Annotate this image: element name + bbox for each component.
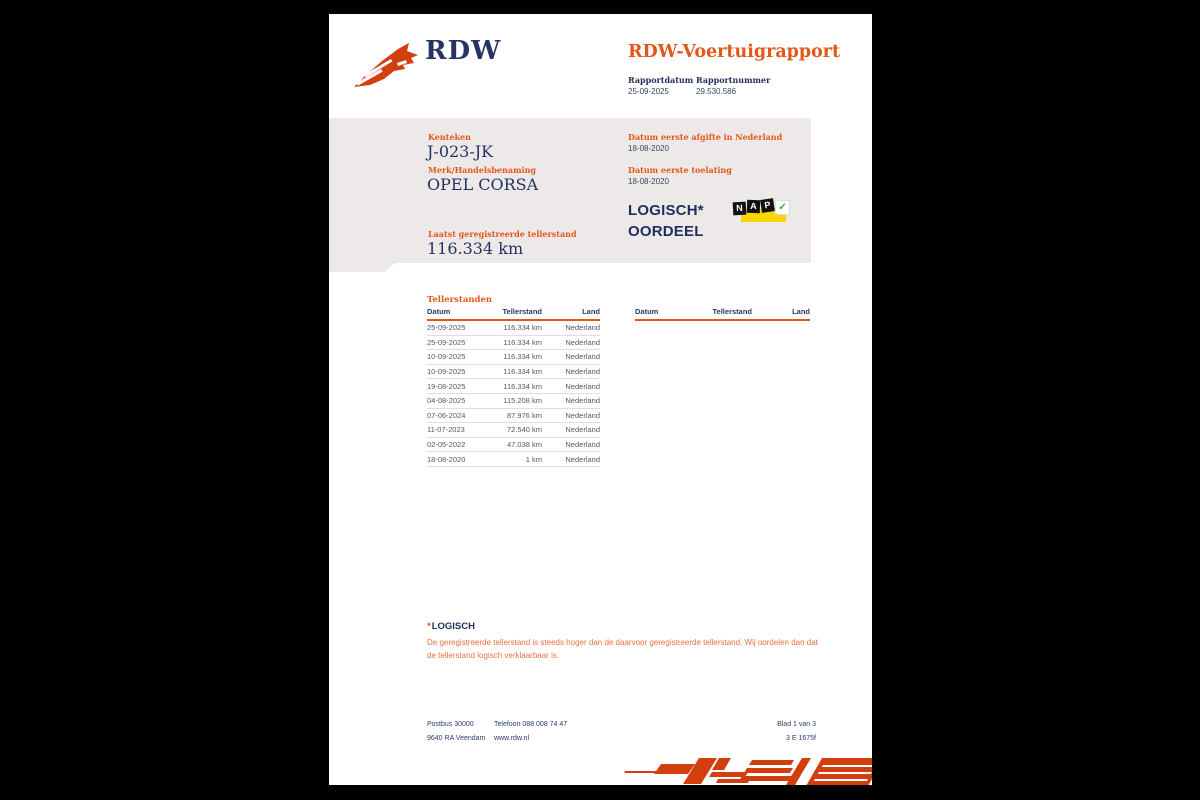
tellerstanden-title: Tellerstanden (427, 295, 493, 305)
report-number-value: 29.530.586 (696, 87, 737, 96)
footer-postbus: Postbus 30000 (427, 721, 474, 728)
oordeel-text (628, 200, 704, 242)
footer-address (427, 718, 485, 746)
nap-logo (733, 198, 789, 226)
nap-letter-a: A (747, 200, 760, 213)
merk-label: Merk/Handelsbenaming (428, 165, 537, 175)
tellerstanden-rows (427, 321, 600, 467)
eerste-toelating-label: Datum eerste toelating (628, 165, 732, 175)
document-page (329, 14, 872, 785)
table-cell: 115.208 km (503, 396, 542, 406)
oordeel-line2: OORDEEL (628, 223, 704, 240)
rdw-speed-stripes-decoration (624, 758, 872, 785)
laatste-tellerstand-label: Laatst geregistreerde tellerstand (428, 229, 577, 239)
table-row (427, 350, 600, 365)
tellerstanden-table-2 (635, 307, 810, 321)
footer-phone: Telefoon 088 008 74 47 (494, 721, 568, 728)
footer-page-indicator: Blad 1 van 3 (777, 721, 816, 728)
column-header-tellerstand: Tellerstand (502, 307, 542, 316)
footer-plaats: 9640 RA Veendam (427, 735, 486, 742)
table-row (427, 379, 600, 394)
table-header-row-2 (635, 307, 810, 321)
table-row (427, 452, 600, 467)
table-cell: Nederland (565, 454, 600, 464)
table-cell: 19-08-2025 (427, 381, 466, 391)
report-date-label: Rapportdatum (628, 75, 694, 85)
column-header-tellerstand-2: Tellerstand (712, 307, 752, 316)
table-cell: 25-09-2025 (427, 337, 466, 347)
page-title: RDW-Voertuigrapport (628, 42, 841, 62)
table-cell: 10-09-2025 (427, 367, 466, 377)
table-cell: 116.334 km (503, 323, 542, 333)
footnote-title (427, 621, 475, 632)
table-cell: 07-06-2024 (427, 410, 466, 420)
tellerstanden-table (427, 307, 600, 467)
kenteken-label: Kenteken (428, 132, 471, 142)
table-row (427, 394, 600, 409)
table-row (427, 423, 600, 438)
table-cell: Nederland (565, 396, 600, 406)
footnote-asterisk: * (427, 621, 431, 632)
table-row (427, 336, 600, 351)
nap-letter-p: P (760, 198, 775, 213)
table-cell: 25-09-2025 (427, 323, 466, 333)
table-header-row (427, 307, 600, 321)
column-header-land-2: Land (792, 307, 810, 316)
column-header-datum-2: Datum (635, 307, 659, 316)
table-cell: 18-08-2020 (427, 454, 466, 464)
table-cell: 10-09-2025 (427, 352, 466, 362)
eerste-afgifte-value: 18-08-2020 (628, 144, 669, 153)
table-cell: 116.334 km (503, 367, 542, 377)
footer-website-link[interactable]: www.rdw.nl (494, 735, 530, 742)
table-row (427, 321, 600, 336)
kenteken-value: J-023-JK (427, 142, 494, 161)
table-row (427, 365, 600, 380)
table-row (427, 409, 600, 424)
nap-letter-n: N (733, 202, 747, 216)
nap-check-icon: ✓ (775, 200, 791, 216)
table-cell: Nederland (565, 337, 600, 347)
table-cell: 72.540 km (506, 425, 542, 435)
table-cell: 11-07-2023 (427, 425, 465, 435)
table-cell: 1 km (525, 454, 542, 464)
footnote-body: De geregistreerde tellerstand is steeds hoger dan de daarvoor geregistreerde tellerstand. Wij oordelen dan dat de tellerstand logisch verklaarbaar is. (427, 638, 818, 660)
eerste-afgifte-label: Datum eerste afgifte in Nederland (628, 132, 783, 142)
column-header-datum: Datum (427, 307, 451, 316)
table-cell: 116.334 km (503, 381, 542, 391)
laatste-tellerstand-value: 116.334 km (427, 239, 524, 258)
footer-form-code: 3 E 1675f (786, 735, 816, 742)
table-cell: 04-08-2025 (427, 396, 466, 406)
rdw-logo-bird-icon (351, 40, 425, 90)
table-cell: Nederland (565, 323, 600, 333)
table-cell: 116.334 km (503, 337, 542, 347)
table-cell: 02-05-2022 (427, 440, 466, 450)
table-cell: Nederland (565, 381, 600, 391)
footer-page-info (709, 718, 816, 746)
footer-contact (494, 718, 567, 746)
table-cell: Nederland (565, 440, 600, 450)
table-cell: Nederland (565, 410, 600, 420)
table-cell: Nederland (565, 352, 600, 362)
table-row (427, 438, 600, 453)
table-cell: Nederland (565, 367, 600, 377)
report-number-label: Rapportnummer (696, 75, 771, 85)
column-header-land: Land (582, 307, 600, 316)
table-cell: 47.038 km (506, 440, 542, 450)
merk-value: OPEL CORSA (427, 175, 539, 194)
eerste-toelating-value: 18-08-2020 (628, 177, 669, 186)
table-cell: Nederland (565, 425, 600, 435)
table-cell: 87.976 km (506, 410, 542, 420)
footnote-title-text: LOGISCH (431, 621, 475, 632)
table-cell: 116.334 km (503, 352, 542, 362)
rdw-logo-text: RDW (425, 36, 502, 66)
oordeel-line1: LOGISCH* (628, 202, 704, 219)
report-date-value: 25-09-2025 (628, 87, 669, 96)
